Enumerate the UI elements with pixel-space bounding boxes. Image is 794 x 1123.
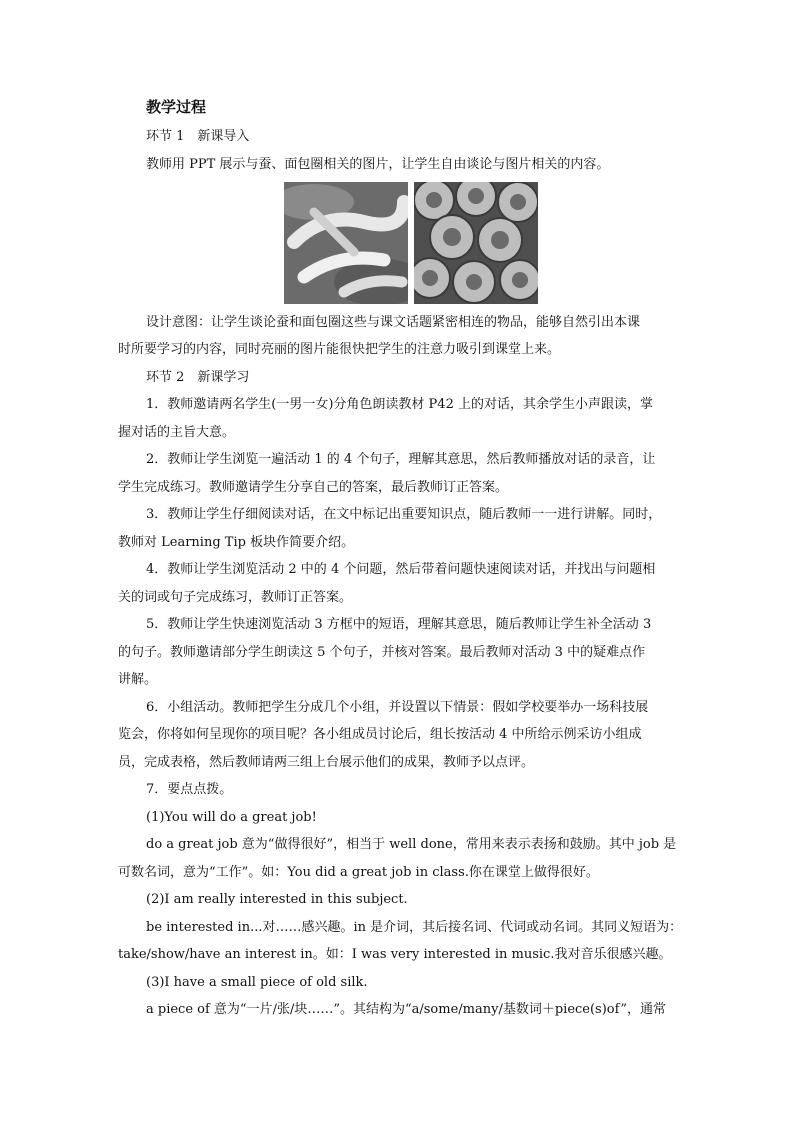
text-line: 员，完成表格，然后教师请两三组上台展示他们的成果，教师予以点评。: [118, 755, 535, 770]
page-heading: 教学过程: [146, 98, 207, 116]
section-2-label: 环节 2 新课学习: [146, 370, 250, 385]
text-line: 5．教师让学生快速浏览活动 3 方框中的短语，理解其意思，随后教师让学生补全活动 3: [146, 617, 652, 632]
text-line: a piece of 意为“一片/张/块……”。其结构为“a/some/many/基数词＋piece(s)of”，通常: [146, 1002, 667, 1017]
text-line: 2．教师让学生浏览一遍活动 1 的 4 个句子，理解其意思，然后教师播放对话的录音，让: [146, 452, 656, 467]
image-row: [284, 182, 538, 304]
text-line: 关的词或句子完成练习，教师订正答案。: [118, 590, 353, 605]
text-line: take/show/have an interest in。如：I was very interested in music.我对音乐很感兴趣。: [118, 947, 672, 962]
section-1-label: 环节 1 新课导入: [146, 129, 250, 144]
silkworm-photo: [284, 182, 408, 304]
text-line: 可数名词，意为“工作”。如：You did a great job in class.你在课堂上做得很好。: [118, 865, 599, 880]
text-line: 览会，你将如何呈现你的项目呢？各小组成员讨论后，组长按活动 4 中所给示例采访小组成: [118, 727, 642, 742]
text-line: be interested in...对……感兴趣。in 是介词，其后接名词、代词或动名词。其同义短语为：: [146, 920, 683, 935]
text-line: 教师对 Learning Tip 板块作简要介绍。: [118, 535, 355, 550]
text-line: 握对话的主旨大意。: [118, 425, 236, 440]
text-line: 7．要点点拨。: [146, 782, 233, 797]
text-line: 6．小组活动。教师把学生分成几个小组，并设置以下情景：假如学校要举办一场科技展: [146, 700, 649, 715]
text-line: (2)I am really interested in this subject.: [146, 892, 408, 907]
text-line: 学生完成练习。教师邀请学生分享自己的答案，最后教师订正答案。: [118, 480, 509, 495]
text-line: (3)I have a small piece of old silk.: [146, 975, 368, 990]
design-intent-line-2: 时所要学习的内容，同时亮丽的图片能很快把学生的注意力吸引到课堂上来。: [118, 342, 561, 357]
text-line: 的句子。教师邀请部分学生朗读这 5 个句子，并核对答案。最后教师对活动 3 中的疑难点作: [118, 645, 646, 660]
text-line: 讲解。: [118, 672, 158, 687]
design-intent-line-1: 设计意图：让学生谈论蚕和面包圈这些与课文话题紧密相连的物品，能够自然引出本课: [146, 315, 641, 330]
text-line: 1．教师邀请两名学生(一男一女)分角色朗读教材 P42 上的对话，其余学生小声跟读，掌: [146, 397, 653, 412]
text-line: 3．教师让学生仔细阅读对话，在文中标记出重要知识点，随后教师一一进行讲解。同时，: [146, 507, 662, 522]
text-line: 4．教师让学生浏览活动 2 中的 4 个问题，然后带着问题快速阅读对话，并找出与问题相: [146, 562, 656, 577]
section-1-intro: 教师用 PPT 展示与蚕、面包圈相关的图片，让学生自由谈论与图片相关的内容。: [146, 157, 610, 172]
bagel-photo: [414, 182, 538, 304]
text-line: do a great job 意为“做得很好”，相当于 well done，常用来表示表扬和鼓励。其中 job 是: [146, 837, 677, 852]
text-line: (1)You will do a great job!: [146, 810, 317, 825]
